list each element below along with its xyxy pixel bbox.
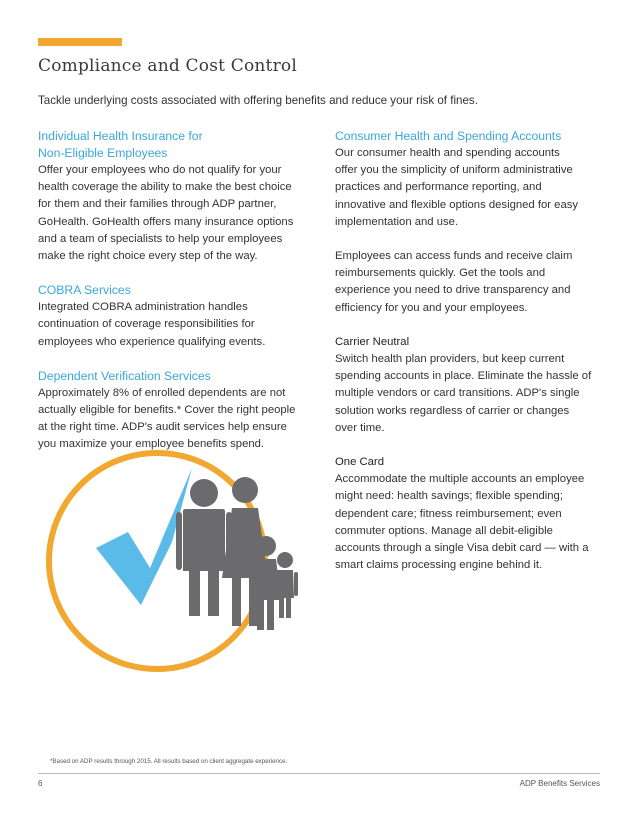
- consumer-health-body: [335, 145, 605, 231]
- body-line: employees who experience qualifying events.: [38, 335, 266, 348]
- consumer-health-heading: Consumer Health and Spending Accounts: [335, 129, 562, 143]
- body-line: Employees can access funds and receive claim: [335, 250, 573, 263]
- small-child-head-icon: [277, 552, 293, 568]
- body-line: implementation and use.: [335, 215, 459, 228]
- cobra-heading: COBRA Services: [38, 283, 131, 298]
- body-line: at the right time. ADP's audit services help ensure: [38, 421, 287, 434]
- carrier-neutral-heading: Carrier Neutral: [335, 335, 410, 348]
- right-column: [335, 128, 605, 574]
- dependent-verification-heading: Dependent Verification Services: [38, 368, 211, 383]
- body-line: for them and their families through ADP partner,: [38, 198, 277, 211]
- small-child-body-icon: [276, 570, 294, 618]
- footer-divider: [38, 773, 600, 774]
- body-line: Accommodate the multiple accounts an employee: [335, 473, 585, 486]
- small-child-arm-icon: [272, 572, 276, 596]
- health-insurance-section: [38, 128, 318, 265]
- body-line: multiple vendors or card transitions. ADP's single: [335, 387, 580, 400]
- one-card-heading: One Card: [335, 456, 384, 469]
- child-head-icon: [256, 536, 276, 556]
- footer-brand: ADP Benefits Services: [519, 779, 600, 788]
- father-body-icon: [183, 509, 225, 616]
- body-line: might need: health savings; flexible spending;: [335, 490, 563, 503]
- body-line: actually eligible for benefits.* Cover the right people: [38, 404, 296, 417]
- health-insurance-body: [38, 162, 318, 265]
- body-line: spending accounts in place. Eliminate the hassle of: [335, 370, 592, 383]
- consumer-health-section: [335, 128, 605, 317]
- body-line: Offer your employees who do not qualify for your: [38, 164, 282, 176]
- body-line: you maximize your employee benefits spend.: [38, 438, 265, 451]
- left-column: [38, 128, 318, 454]
- small-child-arm-icon: [294, 572, 298, 596]
- body-line: and a team of specialists to help your employees: [38, 232, 283, 245]
- family-figures-icon: [176, 477, 298, 630]
- body-line: Our consumer health and spending accounts: [335, 147, 560, 159]
- page-title: Compliance and Cost Control: [38, 56, 297, 76]
- carrier-neutral-body: [335, 351, 605, 437]
- body-line: GoHealth. GoHealth offers many insurance options: [38, 215, 294, 228]
- footnote: *Based on ADP results through 2015. All results based on client aggregate experience.: [50, 758, 288, 765]
- body-line: Integrated COBRA administration handles: [38, 301, 248, 314]
- father-arm-icon: [176, 512, 182, 570]
- one-card-section: [335, 454, 605, 574]
- father-head-icon: [190, 479, 218, 507]
- carrier-neutral-section: [335, 334, 605, 437]
- body-line: efficiency for you and your employees.: [335, 301, 528, 314]
- body-line: innovative and flexible options designed for easy: [335, 198, 579, 211]
- mother-head-icon: [232, 477, 258, 503]
- accent-bar: [38, 38, 122, 46]
- intro-text: Tackle underlying costs associated with offering benefits and reduce your risk of fines.: [38, 94, 478, 107]
- body-line: dependent care; fitness reimbursement; even: [335, 507, 562, 520]
- cobra-section: [38, 282, 318, 351]
- body-line: make the right choice every step of the way.: [38, 250, 258, 263]
- body-line: accounts through a single Visa debit card — with a: [335, 542, 589, 555]
- body-line: reimbursements quickly. Get the tools and: [335, 267, 546, 280]
- body-line: continuation of coverage responsibilities for: [38, 318, 255, 331]
- heading-line: Individual Health Insurance for: [38, 129, 203, 143]
- page-number: 6: [38, 779, 43, 788]
- body-line: experience you need to drive transparency and: [335, 284, 571, 297]
- body-line: smart claims processing engine behind it.: [335, 559, 543, 572]
- body-line: Approximately 8% of enrolled dependents are not: [38, 386, 286, 399]
- heading-line: Non-Eligible Employees: [38, 146, 168, 160]
- family-checkmark-illustration: [34, 428, 324, 698]
- body-line: health coverage the ability to make the best choice: [38, 181, 292, 194]
- body-line: over time.: [335, 421, 385, 434]
- body-line: Switch health plan providers, but keep current: [335, 353, 565, 366]
- body-line: commuter options. Manage all debit-eligible: [335, 524, 553, 537]
- body-line: offer you the simplicity of uniform administrative: [335, 164, 573, 177]
- health-insurance-heading: [38, 128, 318, 162]
- cobra-body: [38, 299, 318, 351]
- body-line: solution works regardless of carrier or changes: [335, 404, 570, 417]
- one-card-body: [335, 471, 605, 574]
- consumer-health-body-2: [335, 248, 605, 317]
- body-line: practices and performance reporting, and: [335, 181, 542, 194]
